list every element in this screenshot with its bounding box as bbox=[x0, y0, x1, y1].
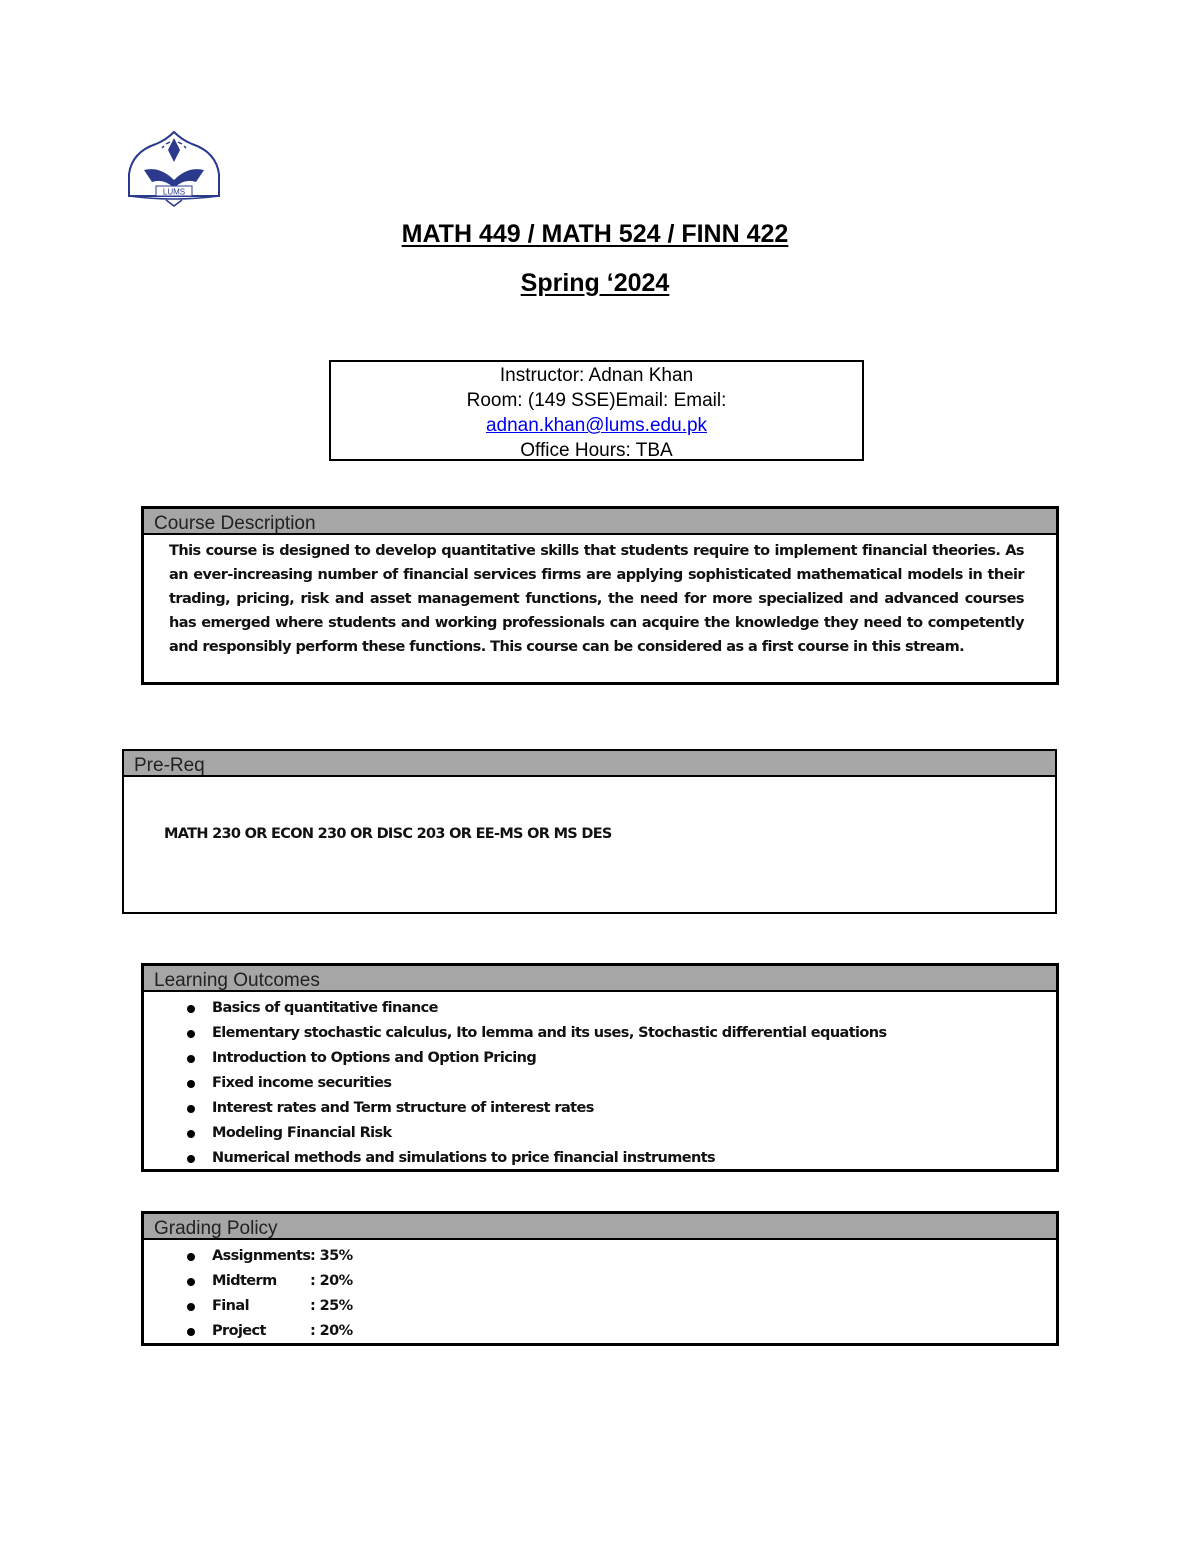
list-item: Numerical methods and simulations to price financial instruments bbox=[184, 1146, 1056, 1171]
grade-item-value: : 20% bbox=[310, 1323, 353, 1339]
course-description-heading: Course Description bbox=[144, 509, 1056, 535]
instructor-room: Room: (149 SSE)Email: Email: bbox=[466, 390, 727, 411]
office-hours: Office Hours: TBA bbox=[520, 440, 673, 461]
grade-item bbox=[184, 1244, 1056, 1269]
grade-item-name: Assignments bbox=[212, 1248, 311, 1264]
instructor-info-box bbox=[329, 360, 864, 461]
list-item: Interest rates and Term structure of interest rates bbox=[184, 1096, 1056, 1121]
grade-item-value: : 25% bbox=[310, 1298, 353, 1314]
grade-item bbox=[184, 1319, 1056, 1344]
course-title: MATH 449 / MATH 524 / FINN 422 bbox=[401, 220, 789, 248]
term-title: Spring ‘2024 bbox=[520, 269, 670, 297]
grading-policy-section bbox=[141, 1211, 1059, 1346]
course-description-text: This course is designed to develop quantitative skills that students require to implement financial theories. As an ever-increasing number of financial services firms are applying sophisticated mathematical models in their trading, pricing, risk and asset management functions, the need for more specialized and advanced courses has emerged where students and working professionals can acquire the knowledge they need to competently and responsibly perform these functions. This course can be considered as a first course in this stream. bbox=[169, 543, 1024, 655]
list-item: Fixed income securities bbox=[184, 1071, 1056, 1096]
grade-item-value: : 35% bbox=[310, 1248, 353, 1264]
logo-text: LUMS bbox=[162, 187, 186, 197]
prereq-section bbox=[122, 749, 1057, 914]
instructor-email-link[interactable]: adnan.khan@lums.edu.pk bbox=[485, 415, 708, 436]
university-logo bbox=[126, 130, 222, 208]
prereq-heading: Pre-Req bbox=[124, 751, 1055, 777]
list-item: Elementary stochastic calculus, Ito lemma and its uses, Stochastic differential equations bbox=[184, 1021, 1056, 1046]
grading-policy-heading: Grading Policy bbox=[144, 1214, 1056, 1240]
learning-outcomes-heading: Learning Outcomes bbox=[144, 966, 1056, 992]
prereq-text: MATH 230 OR ECON 230 OR DISC 203 OR EE-MS OR MS DES bbox=[164, 826, 612, 842]
list-item: Basics of quantitative finance bbox=[184, 996, 1056, 1021]
grading-policy-list bbox=[144, 1240, 1056, 1344]
instructor-name: Instructor: Adnan Khan bbox=[499, 365, 694, 386]
list-item: Introduction to Options and Option Pricing bbox=[184, 1046, 1056, 1071]
grade-item-value: : 20% bbox=[310, 1273, 353, 1289]
learning-outcomes-list bbox=[144, 992, 1056, 1171]
grade-item-name: Final bbox=[212, 1298, 249, 1314]
grade-item-name: Midterm bbox=[212, 1273, 277, 1289]
learning-outcomes-section bbox=[141, 963, 1059, 1172]
grade-item-name: Project bbox=[212, 1323, 266, 1339]
list-item: Modeling Financial Risk bbox=[184, 1121, 1056, 1146]
grade-item bbox=[184, 1269, 1056, 1294]
course-description-section bbox=[141, 506, 1059, 685]
grade-item bbox=[184, 1294, 1056, 1319]
